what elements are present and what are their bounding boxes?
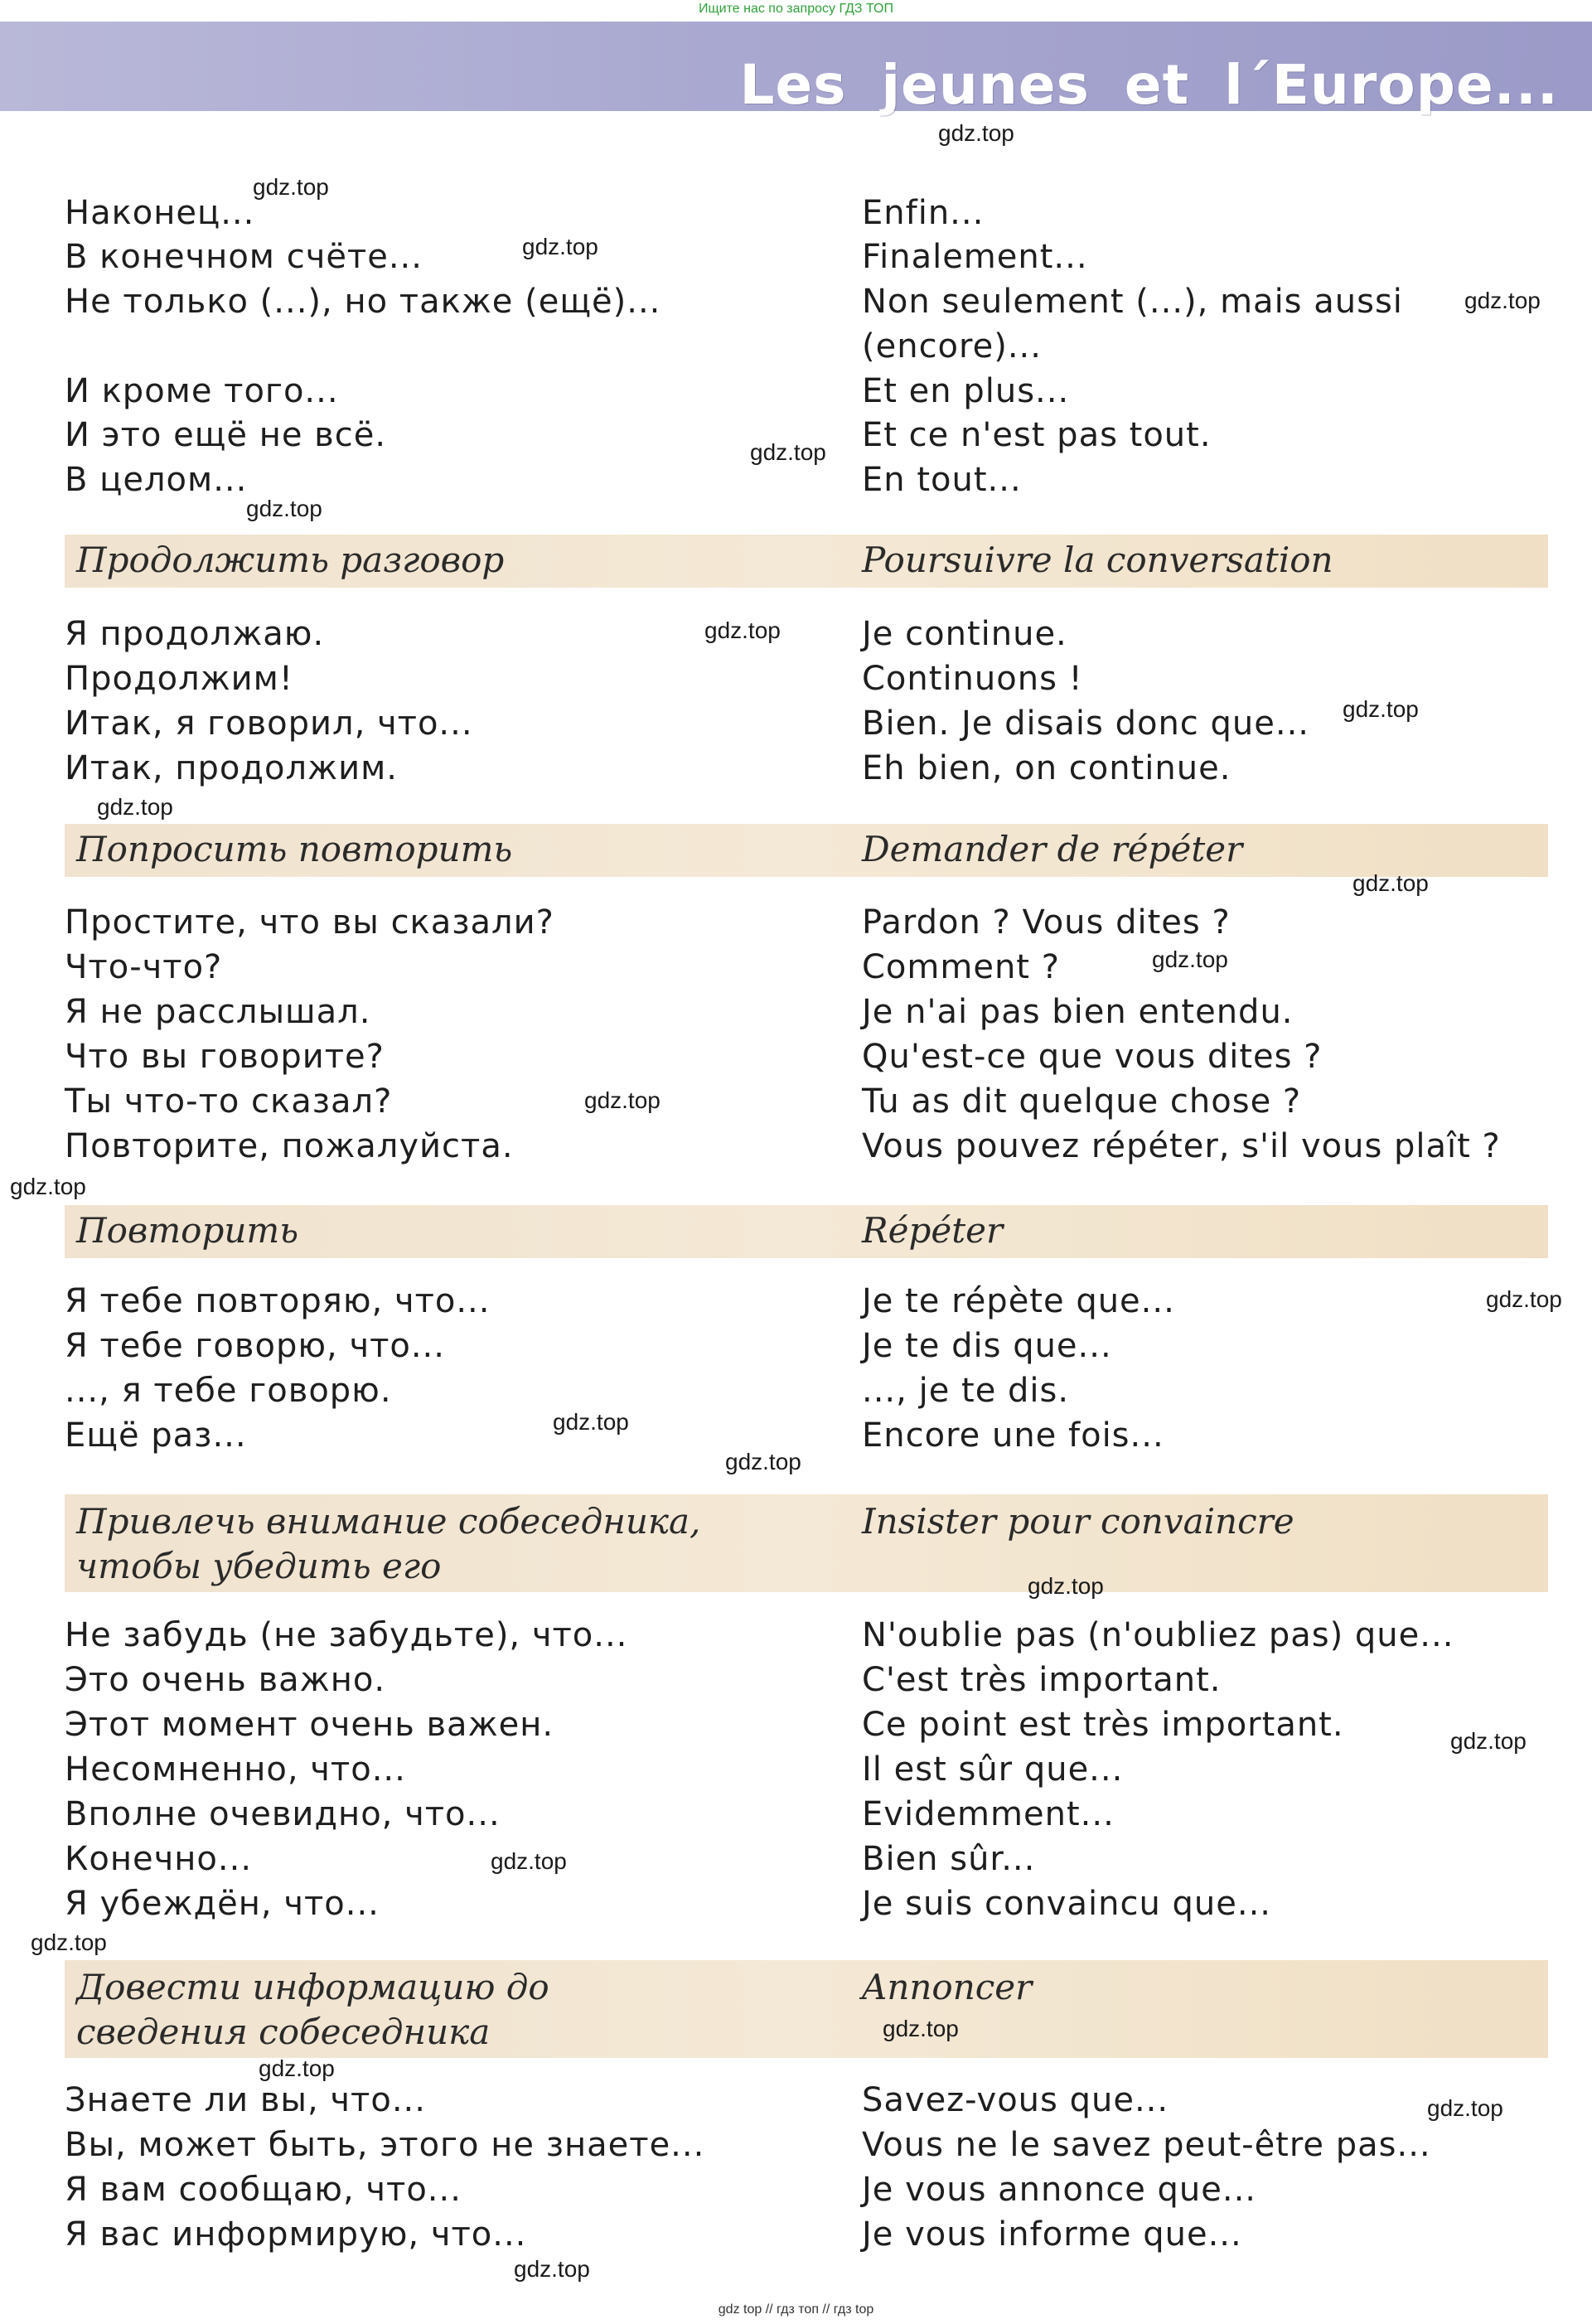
section-heading-ru: Повторить xyxy=(76,1210,299,1251)
fr-phrase: Je vous annonce que... xyxy=(862,2171,1257,2209)
ru-phrase: Я тебе повторяю, что... xyxy=(65,1282,491,1320)
fr-phrase: Et en plus... xyxy=(862,372,1070,410)
ru-phrase: Я вам сообщаю, что... xyxy=(65,2171,462,2209)
fr-phrase: Je vous informe que... xyxy=(862,2215,1242,2254)
ru-phrase: Я продолжаю. xyxy=(65,615,325,653)
watermark: gdz.top xyxy=(725,1449,801,1474)
fr-phrase: Tu as dit quelque chose ? xyxy=(862,1082,1302,1121)
watermark: gdz.top xyxy=(246,496,322,521)
fr-phrase: Savez-vous que... xyxy=(862,2081,1169,2119)
watermark: gdz.top xyxy=(253,174,329,200)
watermark: gdz.top xyxy=(704,617,781,643)
watermark: gdz.top xyxy=(1464,288,1541,313)
ru-phrase: Я тебе говорю, что... xyxy=(65,1327,445,1365)
fr-phrase: Il est sûr que... xyxy=(862,1750,1124,1789)
section-heading-band xyxy=(65,1960,1548,2058)
fr-phrase: Je suis convaincu que... xyxy=(862,1885,1271,1923)
ru-phrase: Не забудь (не забудьте), что... xyxy=(65,1616,628,1654)
top-note: Ищите нас по запросу ГДЗ ТОП xyxy=(699,2,893,16)
page-title: Les jeunes et l´Europe... xyxy=(739,53,1559,117)
fr-phrase: Je n'ai pas bien entendu. xyxy=(862,993,1294,1031)
fr-phrase: Vous pouvez répéter, s'il vous plaît ? xyxy=(862,1127,1501,1165)
fr-phrase: Je te dis que... xyxy=(862,1327,1112,1365)
watermark: gdz.top xyxy=(1028,1573,1104,1599)
watermark: gdz.top xyxy=(1152,947,1228,972)
watermark: gdz.top xyxy=(553,1409,629,1435)
ru-phrase: Простите, что вы сказали? xyxy=(65,903,554,942)
watermark: gdz.top xyxy=(514,2256,590,2282)
watermark: gdz.top xyxy=(522,234,598,259)
ru-phrase: И это ещё не всё. xyxy=(65,416,387,454)
ru-phrase: В целом... xyxy=(65,461,248,499)
watermark: gdz.top xyxy=(491,1848,567,1874)
ru-phrase: Ты что-то сказал? xyxy=(65,1082,393,1121)
ru-phrase: Не только (...), но также (ещё)... xyxy=(65,283,661,321)
ru-phrase: Это очень важно. xyxy=(65,1661,386,1699)
watermark: gdz.top xyxy=(10,1174,86,1199)
ru-phrase: Ещё раз... xyxy=(65,1416,247,1455)
watermark: gdz.top xyxy=(31,1929,107,1955)
ru-phrase: Я вас информирую, что... xyxy=(65,2215,527,2254)
section-heading-ru: Продолжить разговор xyxy=(76,540,505,580)
section-heading-band xyxy=(65,1205,1548,1258)
fr-phrase: (encore)... xyxy=(862,327,1042,366)
fr-phrase: Pardon ? Vous dites ? xyxy=(862,903,1231,942)
watermark: gdz.top xyxy=(97,794,173,820)
fr-phrase: Eh bien, on continue. xyxy=(862,749,1232,787)
fr-phrase: Vous ne le savez peut-être pas... xyxy=(862,2126,1431,2164)
fr-phrase: Qu'est-ce que vous dites ? xyxy=(862,1038,1323,1076)
ru-phrase: Несомненно, что... xyxy=(65,1750,406,1789)
watermark: gdz.top xyxy=(1450,1728,1527,1754)
section-heading-band xyxy=(65,535,1548,588)
ru-phrase: В конечном счёте... xyxy=(65,238,423,276)
ru-phrase: Что вы говорите? xyxy=(65,1038,385,1076)
ru-phrase: Знаете ли вы, что... xyxy=(65,2081,426,2119)
section-heading-ru: Попросить повторить xyxy=(76,829,513,869)
fr-phrase: Je continue. xyxy=(862,615,1067,653)
ru-phrase: Повторите, пожалуйста. xyxy=(65,1127,514,1165)
fr-phrase: C'est très important. xyxy=(862,1661,1222,1699)
fr-phrase: Ce point est très important. xyxy=(862,1706,1344,1744)
ru-phrase: Итак, продолжим. xyxy=(65,749,398,787)
fr-phrase: En tout... xyxy=(862,461,1022,499)
section-heading-ru: Довести информацию до сведения собеседника xyxy=(76,1967,549,2052)
ru-phrase: ..., я тебе говорю. xyxy=(65,1372,392,1410)
watermark: gdz.top xyxy=(883,2016,959,2041)
fr-phrase: N'oublie pas (n'oubliez pas) que... xyxy=(862,1616,1454,1654)
fr-phrase: Et ce n'est pas tout. xyxy=(862,416,1212,454)
ru-phrase: Конечно... xyxy=(65,1840,253,1878)
section-heading-band xyxy=(65,824,1548,877)
fr-phrase: Non seulement (...), mais aussi xyxy=(862,283,1403,321)
ru-phrase: Вы, может быть, этого не знаете... xyxy=(65,2126,705,2164)
section-heading-ru: Привлечь внимание собеседника, чтобы убедить его xyxy=(76,1501,701,1586)
watermark: gdz.top xyxy=(259,2055,335,2081)
fr-phrase: Encore une fois... xyxy=(862,1416,1164,1455)
watermark: gdz.top xyxy=(938,120,1014,146)
ru-phrase: Этот момент очень важен. xyxy=(65,1706,554,1744)
fr-phrase: Bien. Je disais donc que... xyxy=(862,704,1310,743)
fr-phrase: Continuons ! xyxy=(862,660,1083,698)
fr-phrase: Je te répète que... xyxy=(862,1282,1175,1320)
section-heading-band xyxy=(65,1494,1548,1592)
watermark: gdz.top xyxy=(1352,870,1429,896)
ru-phrase: Вполне очевидно, что... xyxy=(65,1795,501,1833)
section-heading-fr: Insister pour convaincre xyxy=(862,1501,1294,1542)
fr-phrase: Finalement... xyxy=(862,238,1088,276)
ru-phrase: Продолжим! xyxy=(65,660,293,698)
watermark: gdz.top xyxy=(1427,2095,1503,2121)
ru-phrase: И кроме того... xyxy=(65,372,339,410)
fr-phrase: Evidemment... xyxy=(862,1795,1115,1833)
fr-phrase: Enfin... xyxy=(862,194,985,232)
footer-note: gdz top // гдз топ // гдз top xyxy=(718,2302,874,2317)
watermark: gdz.top xyxy=(1486,1286,1562,1312)
section-heading-fr: Annoncer xyxy=(862,1967,1033,2007)
watermark: gdz.top xyxy=(1343,696,1419,722)
ru-phrase: Я убеждён, что... xyxy=(65,1885,380,1923)
fr-phrase: Bien sûr... xyxy=(862,1840,1036,1878)
section-heading-fr: Demander de répéter xyxy=(862,829,1243,869)
watermark: gdz.top xyxy=(750,439,826,465)
watermark: gdz.top xyxy=(584,1087,661,1113)
section-heading-fr: Poursuivre la conversation xyxy=(862,540,1333,580)
fr-phrase: Comment ? xyxy=(862,948,1060,986)
ru-phrase: Я не расслышал. xyxy=(65,993,371,1031)
fr-phrase: ..., je te dis. xyxy=(862,1372,1070,1410)
ru-phrase: Наконец... xyxy=(65,194,255,232)
ru-phrase: Что-что? xyxy=(65,948,223,986)
section-heading-fr: Répéter xyxy=(862,1210,1004,1251)
ru-phrase: Итак, я говорил, что... xyxy=(65,704,473,743)
